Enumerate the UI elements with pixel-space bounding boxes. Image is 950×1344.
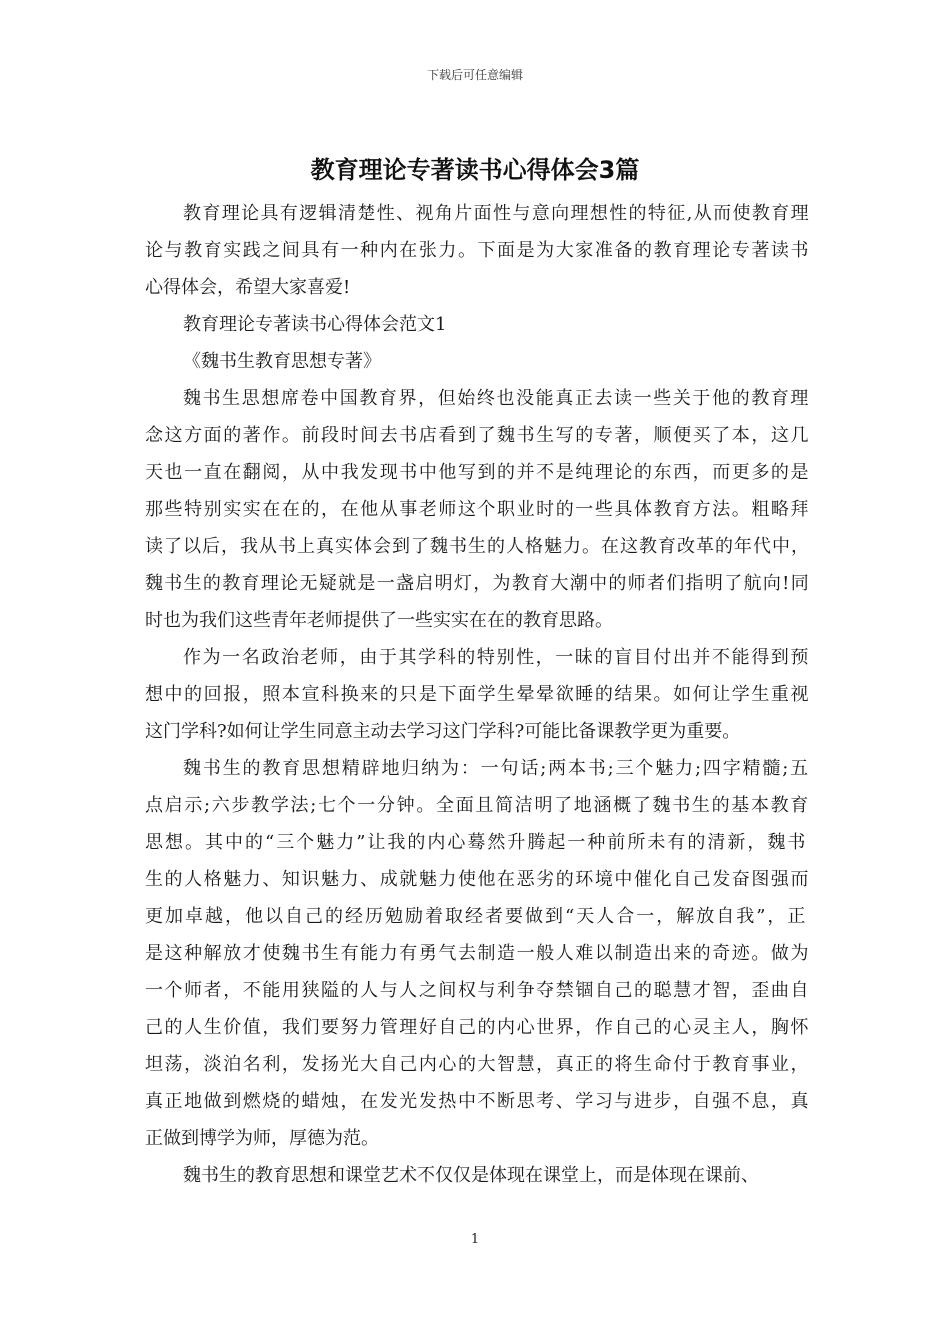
text-line: 正做到博学为师，厚德为范。 xyxy=(145,1128,379,1149)
text-line: 点启示;六步教学法;七个一分钟。全面且简洁明了地涵概了魏书生的基本教育 xyxy=(145,795,810,816)
text-line: 读了以后，我从书上真实体会到了魏书生的人格魅力。在这教育改革的年代中， xyxy=(145,536,810,557)
text-line: 更加卓越，他以自己的经历勉励着取经者要做到“天人合一，解放自我”，正 xyxy=(145,906,808,927)
text-line: 心得体会，希望大家喜爱! xyxy=(145,277,351,298)
text-line: 天也一直在翻阅，从中我发现书中他写到的并不是纯理论的东西，而更多的是 xyxy=(145,462,810,483)
text-line: 己的人生价值，我们要努力管理好自己的内心世界，作自己的心灵主人，胸怀 xyxy=(145,1017,810,1038)
text-line: 这门学科?如何让学生同意主动去学习这门学科?可能比备课教学更为重要。 xyxy=(145,721,741,742)
text-line: 想中的回报，照本宣科换来的只是下面学生晕晕欲睡的结果。如何让学生重视 xyxy=(145,684,810,705)
text-line: 作为一名政治老师，由于其学科的特别性，一昧的盲目付出并不能得到预 xyxy=(183,647,810,668)
text-line: 教育理论具有逻辑清楚性、视角片面性与意向理想性的特征,从而使教育理 xyxy=(183,203,810,224)
text-line: 时也为我们这些青年老师提供了一些实实在在的教育思路。 xyxy=(145,610,613,631)
document-title: 教育理论专著读书心得体会3篇 xyxy=(310,156,640,184)
book-title: 《魏书生教育思想专著》 xyxy=(183,351,381,372)
text-line: 生的人格魅力、知识魅力、成就魅力使他在恶劣的环境中催化自己发奋图强而 xyxy=(145,869,810,890)
document-body xyxy=(145,195,810,1194)
text-line: 那些特别实实在在的，在他从事老师这个职业时的一些具体教育方法。粗略拜 xyxy=(145,499,810,520)
text-line: 是这种解放才使魏书生有能力有勇气去制造一般人难以制造出来的奇迹。做为 xyxy=(145,943,810,964)
text-line: 魏书生的教育思想和课堂艺术不仅仅是体现在课堂上，而是体现在课前、 xyxy=(183,1165,759,1186)
text-line: 魏书生思想席卷中国教育界，但始终也没能真正去读一些关于他的教育理 xyxy=(183,388,810,409)
section-heading: 教育理论专著读书心得体会范文1 xyxy=(183,314,447,335)
page-number: 1 xyxy=(470,1232,480,1247)
text-line: 真正地做到燃烧的蜡烛，在发光发热中不断思考、学习与进步，自强不息，真 xyxy=(145,1091,810,1112)
text-line: 魏书生的教育理论无疑就是一盏启明灯，为教育大潮中的师者们指明了航向!同 xyxy=(145,573,810,594)
text-line: 论与教育实践之间具有一种内在张力。下面是为大家准备的教育理论专著读书 xyxy=(145,240,810,261)
text-line: 一个师者，不能用狭隘的人与人之间权与利争夺禁锢自己的聪慧才智，歪曲自 xyxy=(145,980,810,1001)
text-line: 魏书生的教育思想精辟地归纳为：一句话;两本书;三个魅力;四字精髓;五 xyxy=(183,758,810,779)
text-line: 念这方面的著作。前段时间去书店看到了魏书生写的专著，顺便买了本，这几 xyxy=(145,425,810,446)
text-line: 思想。其中的“三个魅力”让我的内心蓦然升腾起一种前所未有的清新，魏书 xyxy=(145,832,808,853)
header-note: 下载后可任意编辑 xyxy=(426,68,523,82)
text-line: 坦荡，淡泊名利，发扬光大自己内心的大智慧，真正的将生命付于教育事业， xyxy=(145,1054,810,1075)
